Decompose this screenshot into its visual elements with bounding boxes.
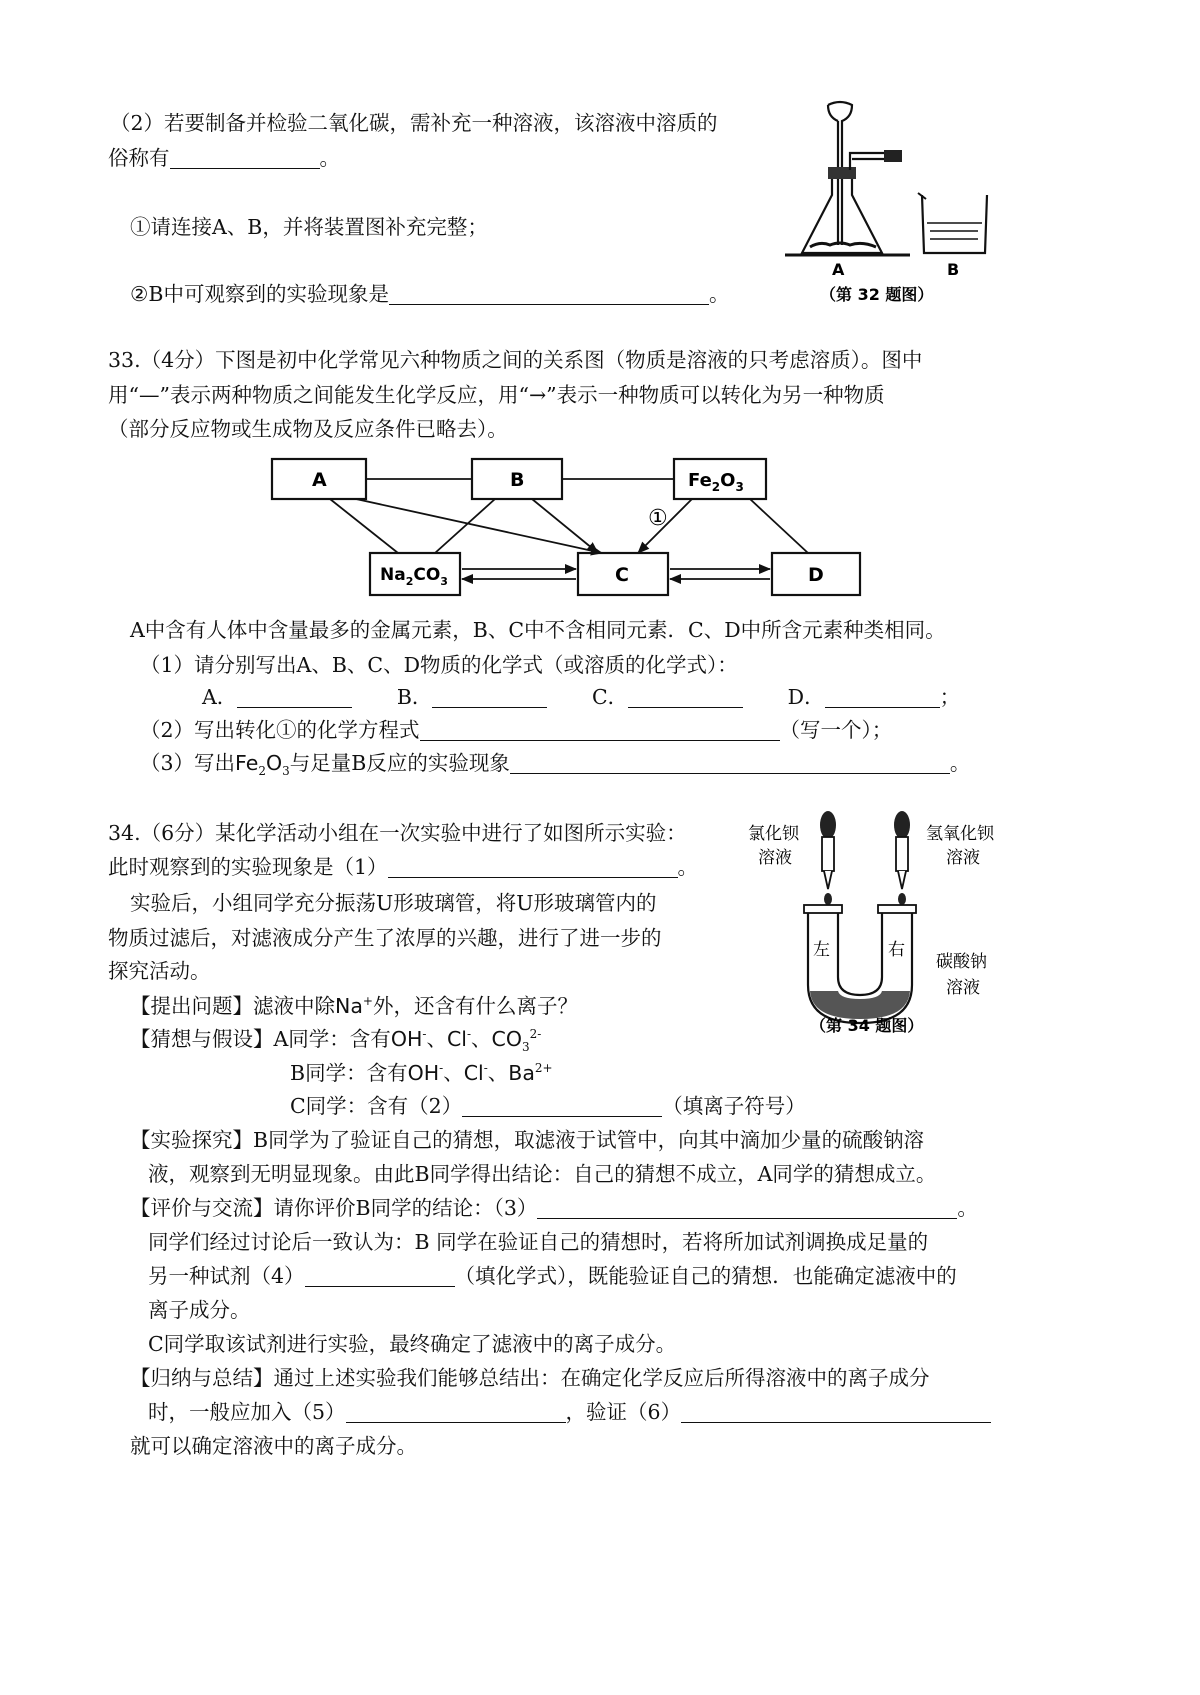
q33-sub3: （3）写出$Fe_2O_3$与足量B反应的实验现象 。 (140, 751, 971, 779)
q34-hyp-c: C同学：含有（2） （填离子符号） (290, 1094, 806, 1118)
q34-eval1: 【评价与交流】请你评价B同学的结论：（3） 。 (130, 1196, 978, 1220)
box-na2co3-label: $Na_2CO_3$ (380, 565, 448, 588)
q33-sub2-blank[interactable] (420, 721, 780, 741)
q34-line5: 探究活动。 (108, 959, 211, 983)
q34-line1: 34.（6分）某化学活动小组在一次实验中进行了如图所示实验： (108, 821, 687, 845)
q34-question: 【提出问题】滤液中除Na+外，还含有什么离子？ (130, 993, 578, 1018)
dropper-left (820, 811, 836, 905)
q33-info: A中含有人体中含量最多的金属元素，B、C中不含相同元素．C、D中所含元素种类相同。 (130, 618, 946, 642)
beaker-b (922, 195, 987, 253)
box-fe2o3-label: $Fe_2O_3$ (688, 470, 744, 494)
q34-eval2: 同学们经过讨论后一致认为：B 同学在验证自己的猜想时，若将所加试剂调换成足量的 (148, 1230, 929, 1254)
q34-sum2: 时，一般应加入（5） ，验证（6） (148, 1402, 991, 1423)
q34-line3: 实验后，小组同学充分振荡U形玻璃管，将U形玻璃管内的 (130, 891, 657, 915)
q34-blank-2[interactable] (462, 1097, 662, 1117)
fig34-bacl2-label-2: 溶液 (758, 848, 792, 868)
q34-hyp-a: 【猜想与假设】A同学：含有OH-、Cl-、$CO_3^{2-}$ (130, 1026, 542, 1054)
q34-blank-5[interactable] (346, 1403, 566, 1423)
q34-blank-3[interactable] (537, 1199, 957, 1219)
conversion-1-label: ① (648, 506, 668, 531)
dropper-right (894, 811, 910, 905)
q33-blank-b[interactable] (432, 688, 547, 708)
q32-apparatus-figure (780, 95, 1030, 315)
tube-right-label: 右 (888, 940, 905, 960)
q34-sum3: 就可以确定溶液中的离子成分。 (130, 1434, 417, 1458)
q34-eval5: C同学取该试剂进行实验，最终确定了滤液中的离子成分。 (148, 1332, 677, 1356)
q32-part2-line1: （2）若要制备并检验二氧化碳，需补充一种溶液，该溶液中溶质的 (110, 111, 718, 135)
q34-blank-6[interactable] (681, 1403, 991, 1423)
q34-line4: 物质过滤后，对滤液成分产生了浓厚的兴趣，进行了进一步的 (108, 926, 662, 950)
q33-line1: 33.（4分）下图是初中化学常见六种物质之间的关系图（物质是溶液的只考虑溶质）。图中 (108, 348, 923, 372)
fig34-caption: （第 34 题图） (810, 1016, 924, 1035)
q33-sub2: （2）写出转化①的化学方程式 （写一个）； (140, 718, 893, 742)
q34-sum1: 【归纳与总结】通过上述实验我们能够总结出：在确定化学反应后所得溶液中的离子成分 (130, 1366, 930, 1390)
q33-options: A． B． C． D． ； (202, 685, 961, 709)
fig34-na2co3-label-1: 碳酸钠 (936, 952, 987, 972)
box-c-label: C (615, 564, 629, 586)
q33-sub3-blank[interactable] (510, 754, 950, 774)
q32-answer-blank[interactable] (170, 149, 320, 169)
q34-line2: 此时观察到的实验现象是（1） 。 (108, 855, 699, 879)
q34-blank-4[interactable] (305, 1267, 455, 1287)
q32-part2-line2: 俗称有 。 (108, 146, 340, 170)
q34-exp1: 【实验探究】B同学为了验证自己的猜想，取滤液于试管中，向其中滴加少量的硫酸钠溶 (130, 1128, 925, 1152)
tube-left-label: 左 (813, 940, 830, 960)
q34-eval4: 离子成分。 (148, 1298, 251, 1322)
fig34-baoh2-label-2: 溶液 (946, 848, 980, 868)
q33-sub1: （1）请分别写出A、B、C、D物质的化学式（或溶质的化学式）： (140, 653, 738, 677)
q34-hyp-b: B同学：含有OH-、Cl-、$Ba^{2+}$ (290, 1060, 553, 1085)
q32-step1: ①请连接A、B，并将装置图补充完整； (130, 215, 488, 239)
q33-blank-a[interactable] (237, 688, 352, 708)
q32-step2-blank[interactable] (389, 285, 709, 305)
box-a-label: A (312, 469, 327, 491)
fig32-label-a: A (832, 260, 845, 279)
q33-line3: （部分反应物或生成物及反应条件已略去）。 (108, 417, 508, 441)
q33-blank-d[interactable] (825, 688, 940, 708)
q33-relation-diagram (260, 445, 900, 610)
q33-line2: 用“—”表示两种物质之间能发生化学反应，用“→”表示一种物质可以转化为另一种物质 (108, 383, 885, 407)
fig32-label-b: B (947, 260, 960, 279)
fig34-bacl2-label-1: 氯化钡 (748, 824, 799, 844)
fig32-caption: （第 32 题图） (820, 285, 934, 304)
q34-u-tube-figure (740, 805, 1040, 1045)
box-b-label: B (510, 469, 525, 491)
fig34-baoh2-label-1: 氢氧化钡 (926, 824, 994, 844)
q34-exp2: 液，观察到无明显现象。由此B同学得出结论：自己的猜想不成立，A同学的猜想成立。 (148, 1162, 937, 1186)
q34-blank-1[interactable] (388, 858, 678, 878)
box-d-label: D (808, 564, 824, 586)
stopper (828, 167, 856, 179)
q33-blank-c[interactable] (628, 688, 743, 708)
q32-step2: ②B中可观察到的实验现象是 。 (130, 282, 730, 306)
fig34-na2co3-label-2: 溶液 (946, 978, 980, 998)
q34-eval3: 另一种试剂（4） （填化学式），既能验证自己的猜想．也能确定滤液中的 (148, 1264, 957, 1288)
